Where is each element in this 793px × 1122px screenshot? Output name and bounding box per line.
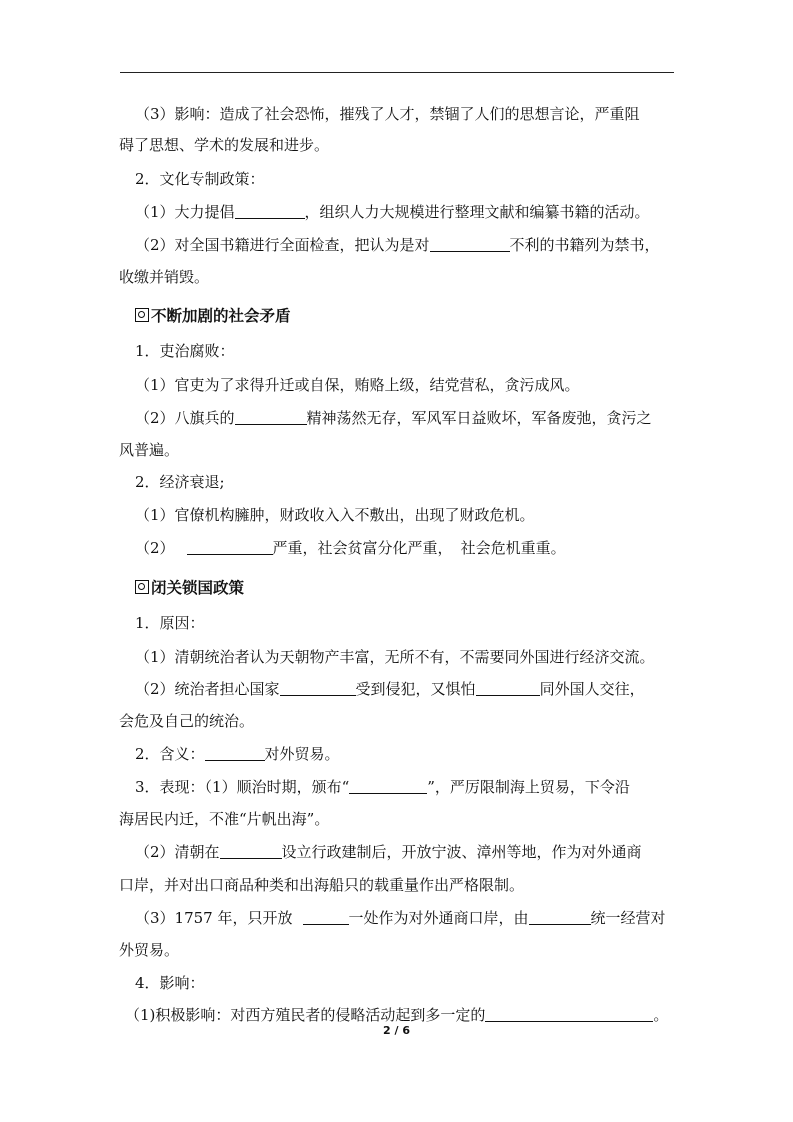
text-line: （2） 严重，社会贫富分化严重， 社会危机重重。 (135, 539, 566, 557)
text-line: （2）清朝在 设立行政建制后，开放宁波、漳州等地，作为对外通商 (135, 843, 642, 861)
text-line: （1）官吏为了求得升迁或自保，贿赂上级，结党营私，贪污成风。 (135, 376, 580, 394)
text-line: （3）1757 年，只开放 一处作为对外通商口岸，由 统一经营对 (135, 909, 666, 927)
section-icon (135, 308, 149, 322)
text-line: （1）清朝统治者认为天朝物产丰富，无所不有，不需要同外国进行经济交流。 (135, 648, 655, 666)
text-line: 碍了思想、学术的发展和进步。 (119, 136, 330, 154)
fill-blank[interactable] (303, 910, 349, 925)
fill-blank[interactable] (349, 779, 427, 794)
fill-blank[interactable] (280, 681, 356, 696)
text-line: 风普遍。 (119, 441, 180, 459)
text-line: 2．含义： 对外贸易。 (135, 745, 340, 763)
text-line: 海居民内迁，不准“片帆出海”。 (119, 810, 330, 828)
fill-blank[interactable] (235, 410, 307, 425)
text-line: （1）官僚机构臃肿，财政收入入不敷出，出现了财政危机。 (135, 506, 535, 524)
fill-blank[interactable] (430, 237, 510, 252)
header-rule (120, 72, 674, 73)
fill-blank[interactable] (205, 746, 265, 761)
section-icon (135, 580, 149, 594)
text-line: （2）八旗兵的 精神荡然无存，军风军日益败坏，军备废弛，贪污之 (135, 409, 652, 427)
fill-blank[interactable] (220, 844, 282, 859)
text-line: 外贸易。 (119, 941, 180, 959)
fill-blank[interactable] (476, 681, 540, 696)
fill-blank[interactable] (485, 1007, 653, 1022)
fill-blank[interactable] (187, 540, 273, 555)
text-line: （2）对全国书籍进行全面检查，把认为是对 不利的书籍列为禁书， (135, 236, 660, 254)
text-line: 4．影响： (135, 974, 205, 992)
text-line: （1)积极影响：对西方殖民者的侵略活动起到多一定的 。 (125, 1006, 669, 1024)
section-heading: 闭关锁国政策 (135, 576, 244, 598)
text-line: 2．经济衰退; (135, 473, 225, 491)
text-line: 口岸，并对出口商品种类和出海船只的载重量作出严格限制。 (119, 876, 525, 894)
page-number: 2 / 6 (383, 1024, 410, 1037)
fill-blank[interactable] (235, 204, 305, 219)
text-line: 2．文化专制政策： (135, 170, 265, 188)
text-line: 会危及自己的统治。 (119, 712, 255, 730)
fill-blank[interactable] (529, 910, 591, 925)
text-line: 3．表现：（1）顺治时期，颁布“ ”，严厉限制海上贸易，下令沿 (135, 778, 630, 796)
text-line: 1．原因： (135, 614, 205, 632)
section-heading: 不断加剧的社会矛盾 (135, 304, 291, 326)
text-line: （2）统治者担心国家 受到侵犯，又惧怕 同外国人交往， (135, 680, 645, 698)
text-line: （1）大力提倡 ，组织人力大规模进行整理文献和编纂书籍的活动。 (135, 203, 650, 221)
text-line: 1．吏治腐败： (135, 342, 235, 360)
text-line: （3）影响：造成了社会恐怖，摧残了人才，禁锢了人们的思想言论，严重阻 (135, 105, 640, 123)
text-line: 收缴并销毁。 (119, 268, 210, 286)
